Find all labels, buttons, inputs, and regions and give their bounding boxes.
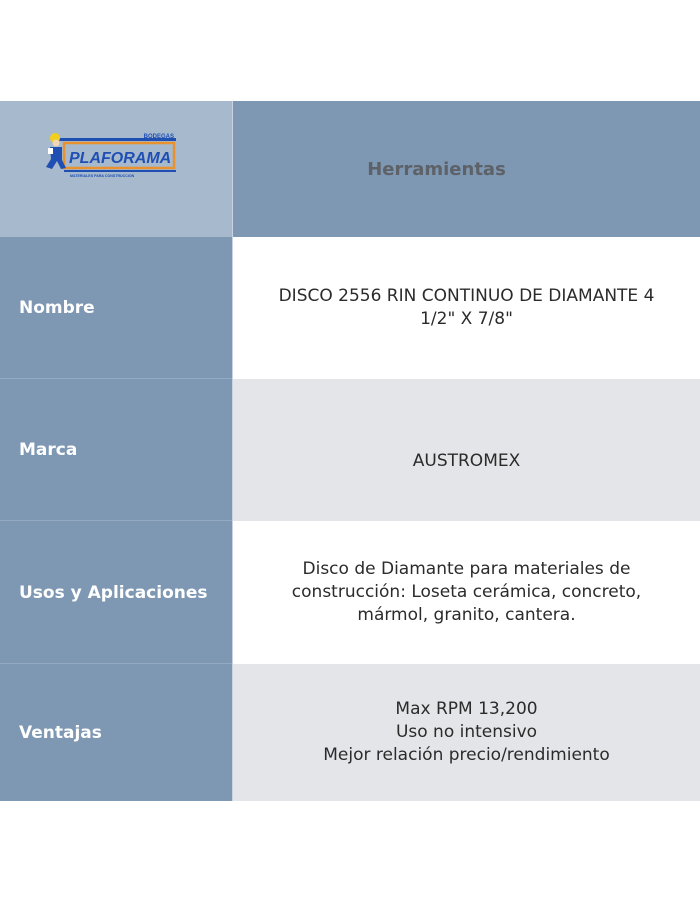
row-value	[233, 664, 700, 801]
row-label: Ventajas	[0, 664, 233, 801]
category-header	[233, 101, 700, 237]
value-line: 1/2" X 7/8"	[420, 309, 513, 329]
value-line: DISCO 2556 RIN CONTINUO DE DIAMANTE 4	[278, 286, 655, 306]
table-row	[0, 379, 700, 521]
table-row	[0, 521, 700, 664]
row-value	[233, 379, 700, 521]
value-line: mármol, granito, cantera.	[357, 605, 576, 625]
row-label: Usos y Aplicaciones	[0, 521, 233, 664]
logo-brand: PLAFORAMA	[69, 150, 172, 167]
value-line: Mejor relación precio/rendimiento	[323, 745, 610, 765]
logo-cell	[0, 101, 233, 237]
row-value	[233, 521, 700, 664]
logo-tagline: MATERIALES PARA CONSTRUCCION	[70, 174, 135, 178]
table-header	[0, 101, 700, 237]
value-line: Uso no intensivo	[395, 722, 538, 742]
value-line: Max RPM 13,200	[395, 699, 538, 719]
row-label: Nombre	[0, 237, 233, 379]
value-line: Disco de Diamante para materiales de	[302, 559, 631, 579]
category-title: Herramientas	[367, 158, 506, 180]
logo-top-tag: BODEGAS	[143, 134, 174, 140]
plaforama-logo	[40, 130, 180, 178]
row-value	[233, 237, 700, 379]
row-label: Marca	[0, 379, 233, 521]
value-line: AUSTROMEX	[412, 450, 521, 471]
table-row	[0, 664, 700, 801]
value-line: construcción: Loseta cerámica, concreto,	[291, 582, 642, 602]
product-spec-table	[0, 101, 700, 801]
table-row	[0, 237, 700, 379]
